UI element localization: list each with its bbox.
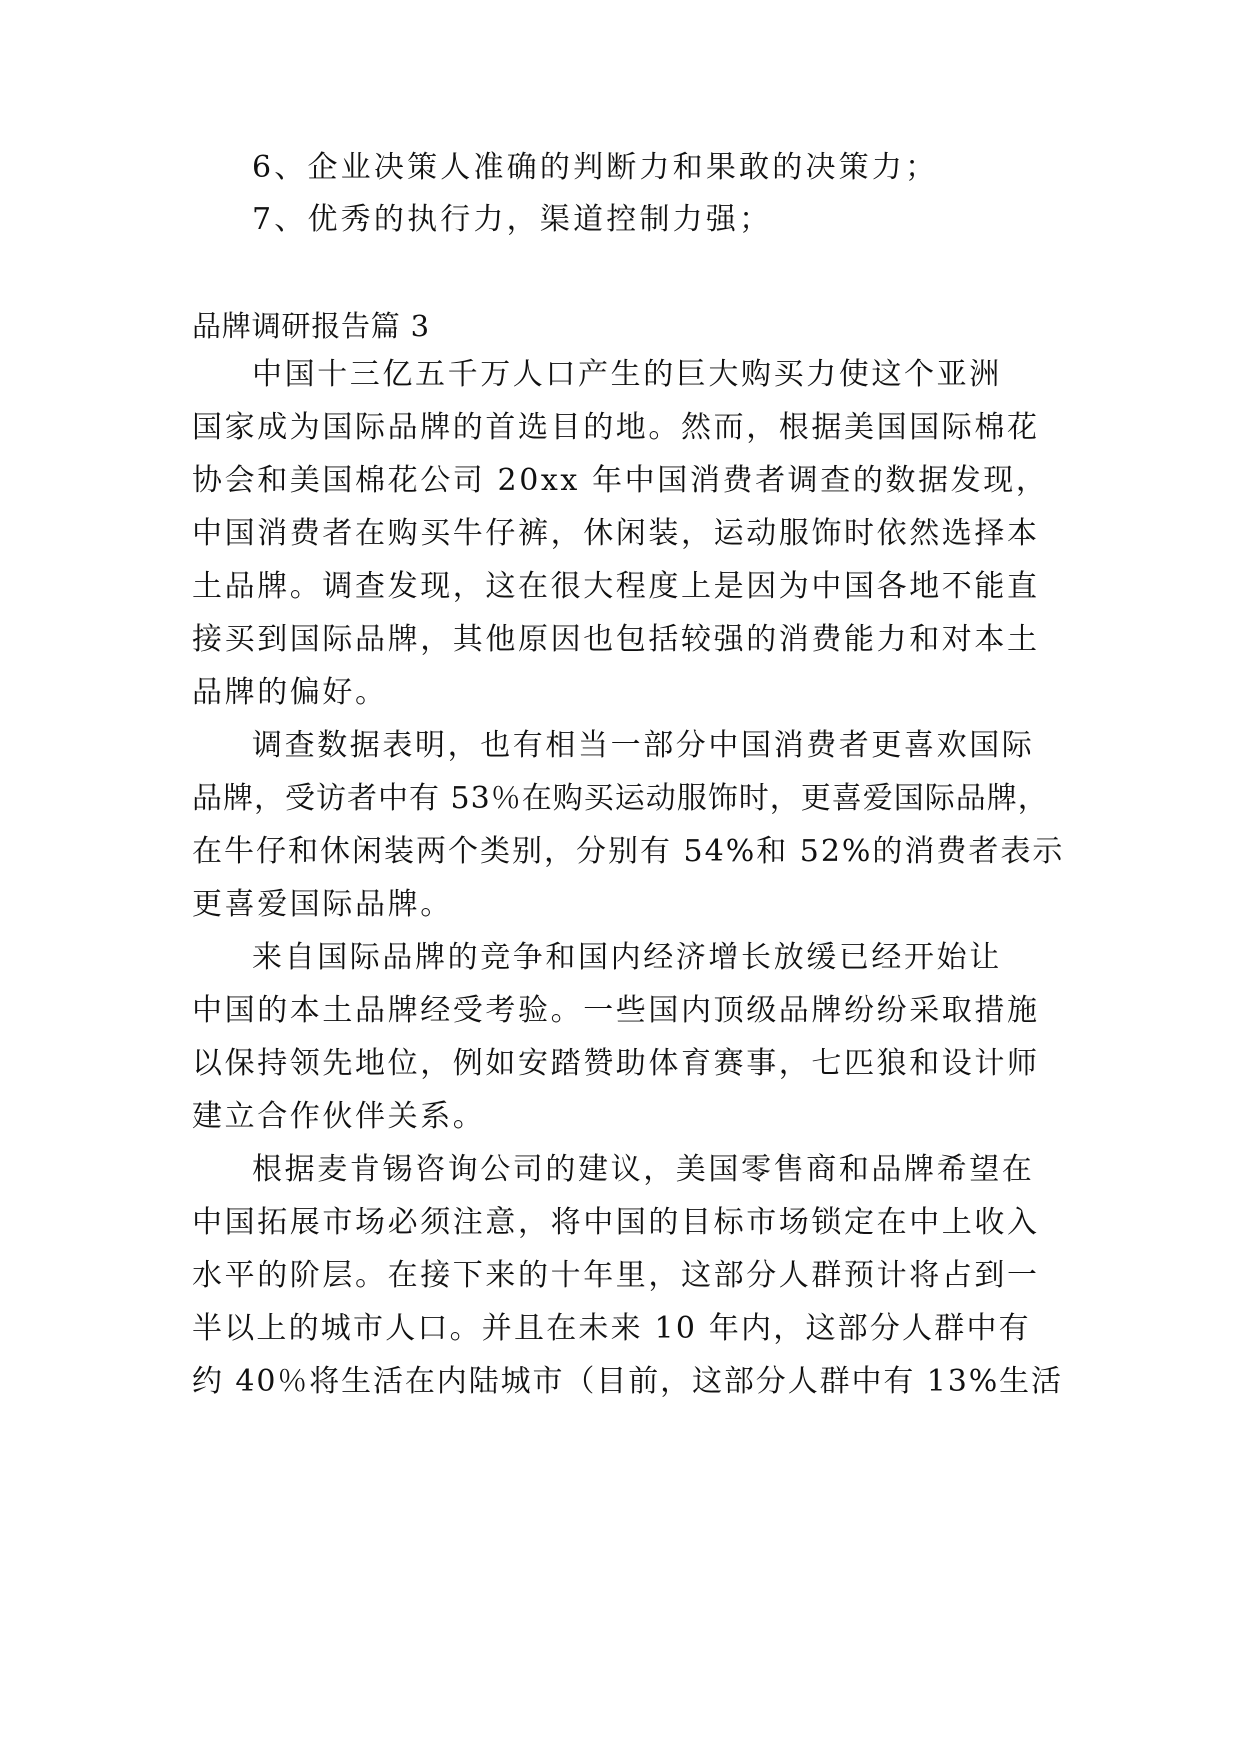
- section-title: 品牌调研报告篇 3: [192, 309, 430, 343]
- list-item: 6、企业决策人准确的判断力和果敢的决策力；: [252, 150, 939, 185]
- paragraph-line: 根据麦肯锡咨询公司的建议，美国零售商和品牌希望在: [252, 1152, 1035, 1187]
- paragraph-line: 国家成为国际品牌的首选目的地。然而，根据美国国际棉花: [192, 410, 1040, 445]
- paragraph-line: 调查数据表明，也有相当一部分中国消费者更喜欢国际: [252, 728, 1035, 763]
- paragraph-line: 中国拓展市场必须注意，将中国的目标市场锁定在中上收入: [192, 1205, 1040, 1240]
- paragraph-line: 半以上的城市人口。并且在未来 10 年内，这部分人群中有: [192, 1311, 1031, 1346]
- paragraph-line: 中国十三亿五千万人口产生的巨大购买力使这个亚洲: [252, 357, 1002, 392]
- paragraph-line: 来自国际品牌的竞争和国内经济增长放缓已经开始让: [252, 940, 1002, 975]
- paragraph-line: 建立合作伙伴关系。: [192, 1099, 486, 1134]
- paragraph-line: 更喜爱国际品牌。: [192, 887, 453, 922]
- paragraph-line: 品牌，受访者中有 53％在购买运动服饰时，更喜爱国际品牌，: [192, 781, 1049, 816]
- paragraph-line: 水平的阶层。在接下来的十年里，这部分人群预计将占到一: [192, 1258, 1040, 1293]
- paragraph-line: 协会和美国棉花公司 20xx 年中国消费者调查的数据发现，: [192, 463, 1049, 498]
- paragraph-line: 中国消费者在购买牛仔裤，休闲装，运动服饰时依然选择本: [192, 516, 1040, 551]
- paragraph-line: 在牛仔和休闲装两个类别，分别有 54%和 52%的消费者表示: [192, 834, 1065, 869]
- paragraph-line: 品牌的偏好。: [192, 675, 388, 710]
- paragraph-line: 约 40％将生活在内陆城市（目前，这部分人群中有 13%生活: [192, 1364, 1063, 1399]
- paragraph-line: 以保持领先地位，例如安踏赞助体育赛事，七匹狼和设计师: [192, 1046, 1040, 1081]
- paragraph-line: 接买到国际品牌，其他原因也包括较强的消费能力和对本土: [192, 622, 1040, 657]
- list-item: 7、优秀的执行力，渠道控制力强；: [252, 202, 773, 237]
- paragraph-line: 中国的本土品牌经受考验。一些国内顶级品牌纷纷采取措施: [192, 993, 1040, 1028]
- paragraph-line: 土品牌。调查发现，这在很大程度上是因为中国各地不能直: [192, 569, 1040, 604]
